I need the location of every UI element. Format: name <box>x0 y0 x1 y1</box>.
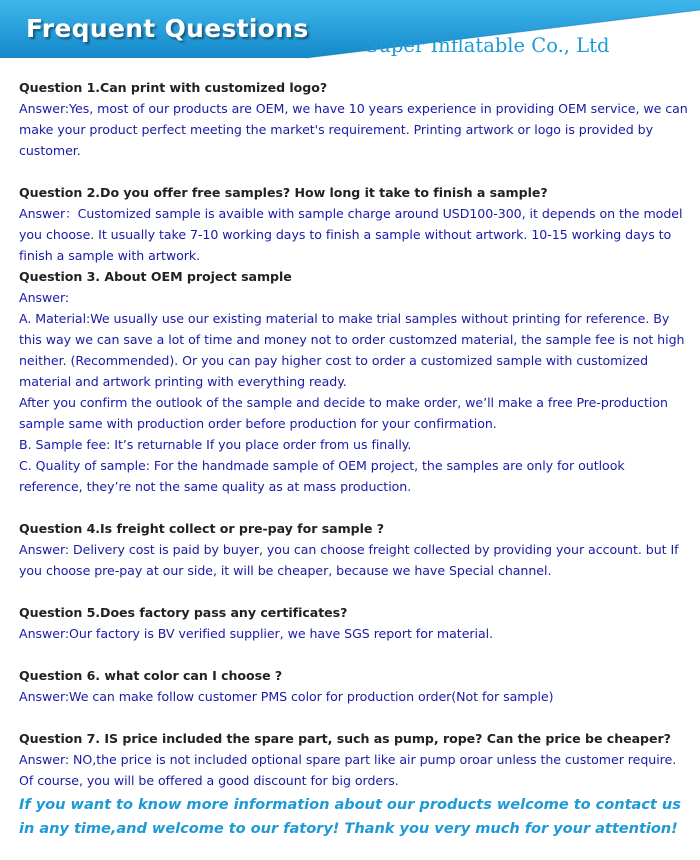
faq-item-4 <box>19 518 691 581</box>
answer-5: Answer:Our factory is BV verified supplier, we have SGS report for material. <box>19 626 494 641</box>
answer-3-preproduction: After you confirm the outlook of the sample and decide to make order, we’ll make a free Pre-production sample same with production order before production for your confirmation. <box>19 395 668 431</box>
answer-3-fee: B. Sample fee: It’s returnable If you place order from us finally. <box>19 437 412 452</box>
answer-3-quality: C. Quality of sample: For the handmade sample of OEM project, the samples are only for outlook reference, they’re not the same quality as at mass production. <box>19 458 625 494</box>
question-2: Question 2.Do you offer free samples? How long it take to finish a sample? <box>19 185 548 200</box>
answer-3-lead: Answer: <box>19 290 70 305</box>
question-5: Question 5.Does factory pass any certificates? <box>19 605 348 620</box>
answer-2: Answer：Customized sample is avaible with sample charge around USD100-300, it depends on the model you choose. It usually take 7-10 working days to finish a sample without artwork. 10-15 working days to finish a sample with artwork. <box>19 206 683 263</box>
question-3: Question 3. About OEM project sample <box>19 269 292 284</box>
spacer <box>19 161 691 182</box>
spacer <box>19 707 691 728</box>
question-6: Question 6. what color can I choose ? <box>19 668 283 683</box>
answer-6: Answer:We can make follow customer PMS color for production order(Not for sample) <box>19 689 554 704</box>
faq-list <box>19 77 691 856</box>
faq-item-3 <box>19 266 691 497</box>
answer-1: Answer:Yes, most of our products are OEM, we have 10 years experience in providing OEM service, we can make your product perfect meeting the market's requirement. Printing artwork or logo is provided by customer. <box>19 101 688 158</box>
faq-item-1 <box>19 77 691 161</box>
answer-4: Answer: Delivery cost is paid by buyer, you can choose freight collected by providing your account. but If you choose pre-pay at our side, it will be cheaper, because we have Special channel. <box>19 542 679 578</box>
faq-item-2 <box>19 182 691 266</box>
spacer <box>19 581 691 602</box>
spacer <box>19 497 691 518</box>
page-title: Frequent Questions <box>26 14 309 43</box>
faq-item-7 <box>19 728 691 791</box>
company-name: Super Inflatable Co., Ltd <box>365 34 610 57</box>
question-7: Question 7. IS price included the spare part, such as pump, rope? Can the price be cheaper? <box>19 731 671 746</box>
faq-item-5 <box>19 602 691 644</box>
question-4: Question 4.Is freight collect or pre-pay for sample ? <box>19 521 384 536</box>
spacer <box>19 644 691 665</box>
faq-item-6 <box>19 665 691 707</box>
header-banner <box>0 0 700 62</box>
closing-message: If you want to know more information about our products welcome to contact us in any time,and welcome to our fatory! Thank you very much for your attention! <box>19 796 681 837</box>
answer-3-material: A. Material:We usually use our existing material to make trial samples without printing for reference. By this way we can save a lot of time and money not to order customzed material, the sample fee is not high neither. (Recommended). Or you can pay higher cost to order a customized sample with customized material and artwork printing with everything ready. <box>19 311 685 389</box>
answer-7: Answer: NO,the price is not included optional spare part like air pump oroar unless the customer require. Of course, you will be offered a good discount for big orders. <box>19 752 677 788</box>
question-1: Question 1.Can print with customized logo? <box>19 80 328 95</box>
